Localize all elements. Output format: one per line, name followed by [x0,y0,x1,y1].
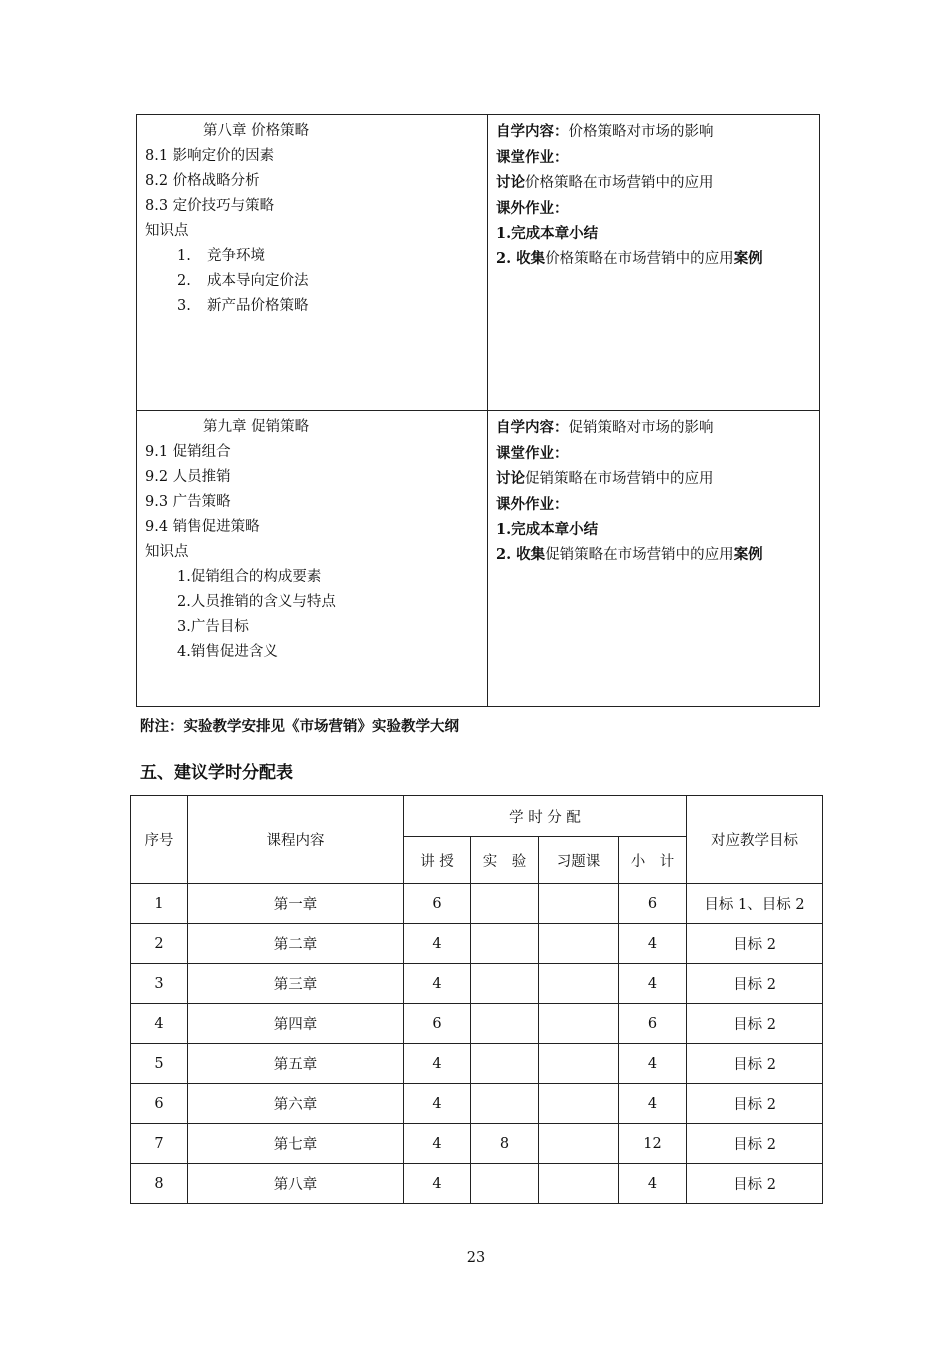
cell-subtotal: 12 [619,1124,687,1164]
cell-exercise [539,964,619,1004]
lab-note: 附注：实验教学安排见《市场营销》实验教学大纲 [140,718,459,735]
knowledge-point-text: 成本导向定价法 [207,273,309,289]
chapter-9-row [137,411,820,707]
chapter-8-outline-cell [137,115,488,411]
header-lecture: 讲 授 [404,837,471,884]
cell-subtotal: 4 [619,924,687,964]
cell-objective: 目标 2 [687,964,823,1004]
cell-content: 第八章 [188,1164,404,1204]
homework-item-2-text: 促销策略在市场营销中的应用 [545,547,734,563]
knowledge-point: 1.促销组合的构成要素 [177,569,322,585]
knowledge-point-text: 新产品价格策略 [207,298,309,314]
cell-objective: 目标 2 [687,1164,823,1204]
cell-exercise [539,1044,619,1084]
homework-item-2-prefix: 2. 收集 [496,250,546,267]
cell-content: 第三章 [188,964,404,1004]
cell-exercise [539,1004,619,1044]
self-study-text: 价格策略对市场的影响 [568,124,714,140]
header-objective: 对应教学目标 [687,796,823,884]
classwork-label: 课堂作业： [496,445,569,462]
section-item: 8.3 定价技巧与策略 [145,198,275,214]
cell-lecture: 6 [404,884,471,924]
chapter-8-assignment-cell [488,115,820,411]
chapter-title: 第九章 促销策略 [203,419,310,435]
table-row [131,924,823,964]
cell-experiment [471,1004,539,1044]
cell-experiment [471,1164,539,1204]
cell-seq: 1 [131,884,188,924]
cell-content: 第一章 [188,884,404,924]
table-row [131,964,823,1004]
cell-experiment [471,1044,539,1084]
cell-content: 第五章 [188,1044,404,1084]
section-item: 9.2 人员推销 [145,469,231,485]
section-item: 8.1 影响定价的因素 [145,148,275,164]
table-row [131,884,823,924]
discuss-line [496,170,811,196]
homework-item-2 [496,246,811,272]
cell-experiment: 8 [471,1124,539,1164]
knowledge-point-number: 2. [177,273,191,289]
knowledge-point-number: 3. [177,298,191,314]
knowledge-label: 知识点 [145,223,189,239]
section-item: 9.3 广告策略 [145,494,231,510]
discuss-text: 促销策略在市场营销中的应用 [525,471,714,487]
hours-allocation-table [130,795,823,1204]
section-item: 8.2 价格战略分析 [145,173,260,189]
cell-experiment [471,1084,539,1124]
homework-item-2-suffix: 案例 [733,250,763,267]
cell-lecture: 4 [404,1124,471,1164]
cell-content: 第七章 [188,1124,404,1164]
cell-experiment [471,924,539,964]
header-row-1 [131,796,823,837]
table-row [131,1004,823,1044]
cell-lecture: 4 [404,964,471,1004]
cell-lecture: 6 [404,1004,471,1044]
cell-subtotal: 4 [619,1084,687,1124]
knowledge-point [145,294,479,319]
cell-content: 第四章 [188,1004,404,1044]
section-item: 9.4 销售促进策略 [145,519,260,535]
header-content: 课程内容 [188,796,404,884]
table-row [131,1044,823,1084]
cell-seq: 2 [131,924,188,964]
chapter-content-table [136,114,820,707]
cell-seq: 7 [131,1124,188,1164]
homework-item-2-text: 价格策略在市场营销中的应用 [545,251,734,267]
table-row [131,1164,823,1204]
cell-subtotal: 6 [619,884,687,924]
cell-objective: 目标 2 [687,1004,823,1044]
knowledge-point [145,269,479,294]
cell-lecture: 4 [404,1164,471,1204]
classwork-label: 课堂作业： [496,149,569,166]
knowledge-point: 3.广告目标 [177,619,249,635]
knowledge-point-number: 1. [177,248,191,264]
cell-objective: 目标 2 [687,1124,823,1164]
self-study-line [496,415,811,441]
discuss-label: 讨论 [496,470,525,487]
homework-item-2 [496,542,811,568]
cell-seq: 3 [131,964,188,1004]
chapter-8-row [137,115,820,411]
header-experiment: 实 验 [471,837,539,884]
header-subtotal: 小 计 [619,837,687,884]
header-exercise: 习题课 [539,837,619,884]
cell-objective: 目标 2 [687,1044,823,1084]
cell-experiment [471,884,539,924]
cell-objective: 目标 1、目标 2 [687,884,823,924]
homework-item-1: 1.完成本章小结 [496,521,599,538]
knowledge-point-text: 竞争环境 [207,248,265,264]
knowledge-point [145,244,479,269]
section-title: 五、建议学时分配表 [140,763,293,783]
self-study-line [496,119,811,145]
cell-exercise [539,1084,619,1124]
cell-seq: 8 [131,1164,188,1204]
cell-subtotal: 4 [619,964,687,1004]
discuss-line [496,466,811,492]
cell-seq: 5 [131,1044,188,1084]
header-seq: 序号 [131,796,188,884]
cell-subtotal: 4 [619,1164,687,1204]
discuss-label: 讨论 [496,174,525,191]
cell-exercise [539,1164,619,1204]
self-study-text: 促销策略对市场的影响 [568,420,714,436]
table-row [131,1084,823,1124]
discuss-text: 价格策略在市场营销中的应用 [525,175,714,191]
chapter-9-assignment-cell [488,411,820,707]
chapter-title: 第八章 价格策略 [203,123,310,139]
cell-exercise [539,1124,619,1164]
chapter-9-outline-cell [137,411,488,707]
cell-exercise [539,924,619,964]
knowledge-label: 知识点 [145,544,189,560]
cell-subtotal: 6 [619,1004,687,1044]
cell-objective: 目标 2 [687,924,823,964]
cell-experiment [471,964,539,1004]
cell-seq: 6 [131,1084,188,1124]
homework-item-1: 1.完成本章小结 [496,225,599,242]
cell-seq: 4 [131,1004,188,1044]
knowledge-point: 2.人员推销的含义与特点 [177,594,336,610]
page-number: 23 [466,1250,486,1266]
cell-lecture: 4 [404,1084,471,1124]
self-study-label: 自学内容： [496,123,569,140]
cell-objective: 目标 2 [687,1084,823,1124]
cell-subtotal: 4 [619,1044,687,1084]
cell-content: 第六章 [188,1084,404,1124]
header-allocation: 学 时 分 配 [404,796,687,837]
section-item: 9.1 促销组合 [145,444,231,460]
homework-item-2-prefix: 2. 收集 [496,546,546,563]
cell-content: 第二章 [188,924,404,964]
cell-lecture: 4 [404,1044,471,1084]
homework-label: 课外作业： [496,200,569,217]
self-study-label: 自学内容： [496,419,569,436]
table-row [131,1124,823,1164]
homework-item-2-suffix: 案例 [733,546,763,563]
cell-lecture: 4 [404,924,471,964]
knowledge-point: 4.销售促进含义 [177,644,278,660]
homework-label: 课外作业： [496,496,569,513]
cell-exercise [539,884,619,924]
